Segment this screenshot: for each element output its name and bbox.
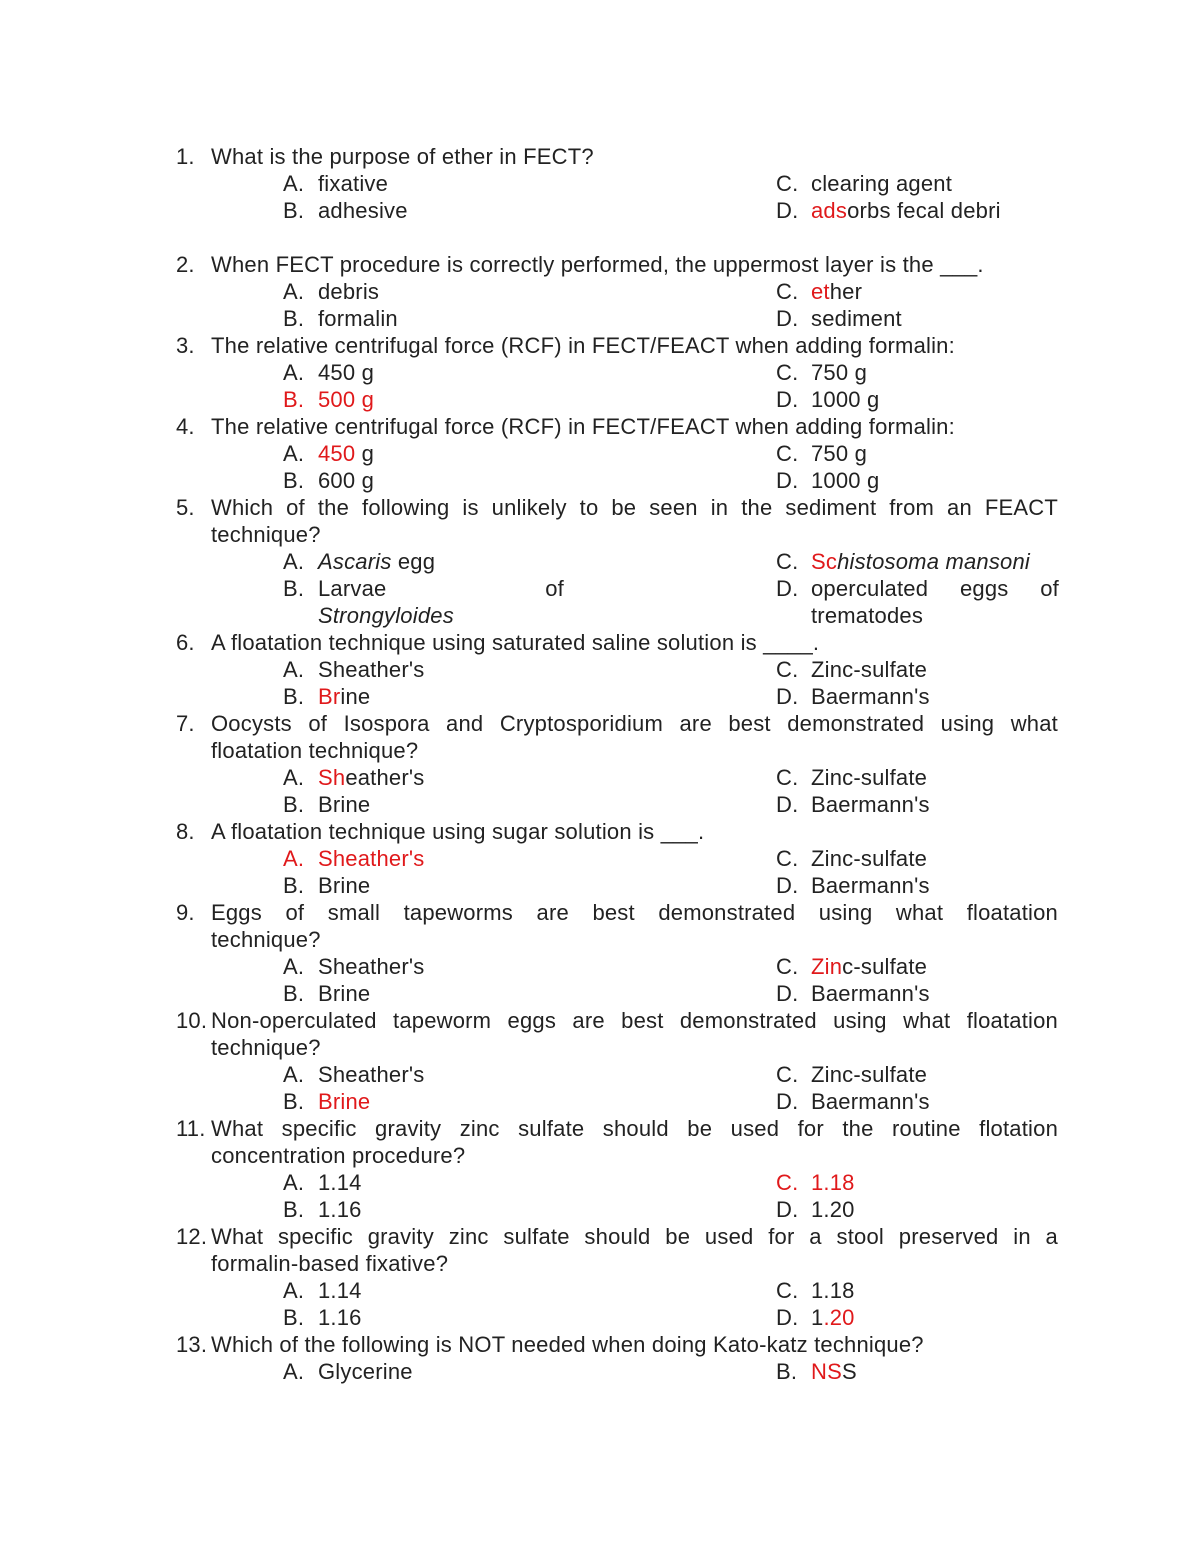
question-number: 7. [176,711,195,736]
question-text-line-1: Eggs of small tapeworms are best demonstrated using what floatation [211,900,1058,925]
question-number: 8. [176,819,195,844]
question-8: 8. A floatation technique using sugar solution is ___. A. Sheather's C. Zinc-sulfate B. Brine D. Baermann's [176,819,930,898]
question-text: A floatation technique using saturated saline solution is ____. [211,630,820,655]
highlighted-answer: Zin [811,954,843,979]
highlighted-answer: Br [318,684,341,709]
question-5: 5. Which of the following is unlikely to be seen in the sediment from an FEACT technique? A. Ascaris egg C. Schistosoma mansoni B. Larvae of Strongyloides D. operculated eggs of trematodes [176,495,1059,628]
question-13: 13. Which of the following is NOT needed when doing Kato-katz technique? A. Glycerine B. NSS [176,1332,924,1384]
highlighted-answer: NS [811,1359,842,1384]
question-text-line-1: Oocysts of Isospora and Cryptosporidium are best demonstrated using what [211,711,1058,736]
highlighted-answer: Brine [318,1089,371,1114]
question-number: 11. [176,1116,206,1141]
question-number: 12. [176,1224,208,1249]
question-text-line-1: What specific gravity zinc sulfate should be used for a stool preserved in a [211,1224,1058,1249]
quiz-page [0,143,1200,1385]
question-text-line-2: floatation technique? [211,738,419,763]
highlighted-answer: 450 [318,441,356,466]
question-text-line-2: formalin-based fixative? [211,1251,449,1276]
question-text-line-2: concentration procedure? [211,1143,466,1168]
question-number: 4. [176,414,195,439]
question-number: 9. [176,900,195,925]
question-number: 2. [176,252,195,277]
question-number: 13. [176,1332,208,1357]
question-4: 4. The relative centrifugal force (RCF) in FECT/FEACT when adding formalin: A. 450 g C. 750 g B. 600 g D. 1000 g [176,414,955,493]
question-12: 12. What specific gravity zinc sulfate should be used for a stool preserved in a formalin-based fixative? A. 1.14 C. 1.18 B. 1.16 D. 1.20 [176,1224,1058,1330]
question-text: What is the purpose of ether in FECT? [211,144,594,169]
question-9: 9. Eggs of small tapeworms are best demonstrated using what floatation technique? A. Sheather's C. Zinc-sulfate B. Brine D. Baermann's [176,900,1058,1006]
spacer [0,224,1200,251]
highlighted-answer: .20 [823,1305,855,1330]
question-1: 1. What is the purpose of ether in FECT? A. fixative C. clearing agent B. adhesive D. adsorbs fecal debri [176,144,1001,223]
highlighted-answer: et [811,279,830,304]
question-3: 3. The relative centrifugal force (RCF) in FECT/FEACT when adding formalin: A. 450 g C. 750 g B. 500 g D. 1000 g [176,333,955,412]
question-7: 7. Oocysts of Isospora and Cryptosporidium are best demonstrated using what floatation technique? A. Sheather's C. Zinc-sulfate B. Brine D. Baermann's [176,711,1058,817]
question-text-line-1: Non-operculated tapeworm eggs are best demonstrated using what floatation [211,1008,1058,1033]
question-number: 3. [176,333,195,358]
question-10: 10. Non-operculated tapeworm eggs are best demonstrated using what floatation technique? A. Sheather's C. Zinc-sulfate B. Brine D. Baermann's [176,1008,1058,1114]
question-text-line-2: technique? [211,927,321,952]
question-text: The relative centrifugal force (RCF) in FECT/FEACT when adding formalin: [211,333,955,358]
question-number: 6. [176,630,195,655]
question-text-line-1: Which of the following is unlikely to be seen in the sediment from an FEACT [211,495,1058,520]
question-number: 10. [176,1008,208,1033]
question-6: 6. A floatation technique using saturated saline solution is ____. A. Sheather's C. Zinc-sulfate B. Brine D. Baermann's [176,630,930,709]
highlighted-answer: Sh [318,765,346,790]
question-number: 1. [176,144,195,169]
question-number: 5. [176,495,195,520]
highlighted-answer: Sc [811,549,838,574]
question-2: 2. When FECT procedure is correctly performed, the uppermost layer is the ___. A. debris C. ether B. formalin D. sediment [176,252,984,331]
question-text: A floatation technique using sugar solution is ___. [211,819,705,844]
highlighted-answer: ads [811,198,848,223]
question-text: Which of the following is NOT needed when doing Kato-katz technique? [211,1332,924,1357]
question-text-line-1: What specific gravity zinc sulfate should be used for the routine flotation [211,1116,1058,1141]
question-text-line-2: technique? [211,522,321,547]
question-text: The relative centrifugal force (RCF) in FECT/FEACT when adding formalin: [211,414,955,439]
question-11: 11. What specific gravity zinc sulfate should be used for the routine flotation concentration procedure? A. 1.14 C. 1.18 B. 1.16 D. 1.20 [176,1116,1058,1222]
question-text: When FECT procedure is correctly performed, the uppermost layer is the ___. [211,252,984,277]
question-text-line-2: technique? [211,1035,321,1060]
